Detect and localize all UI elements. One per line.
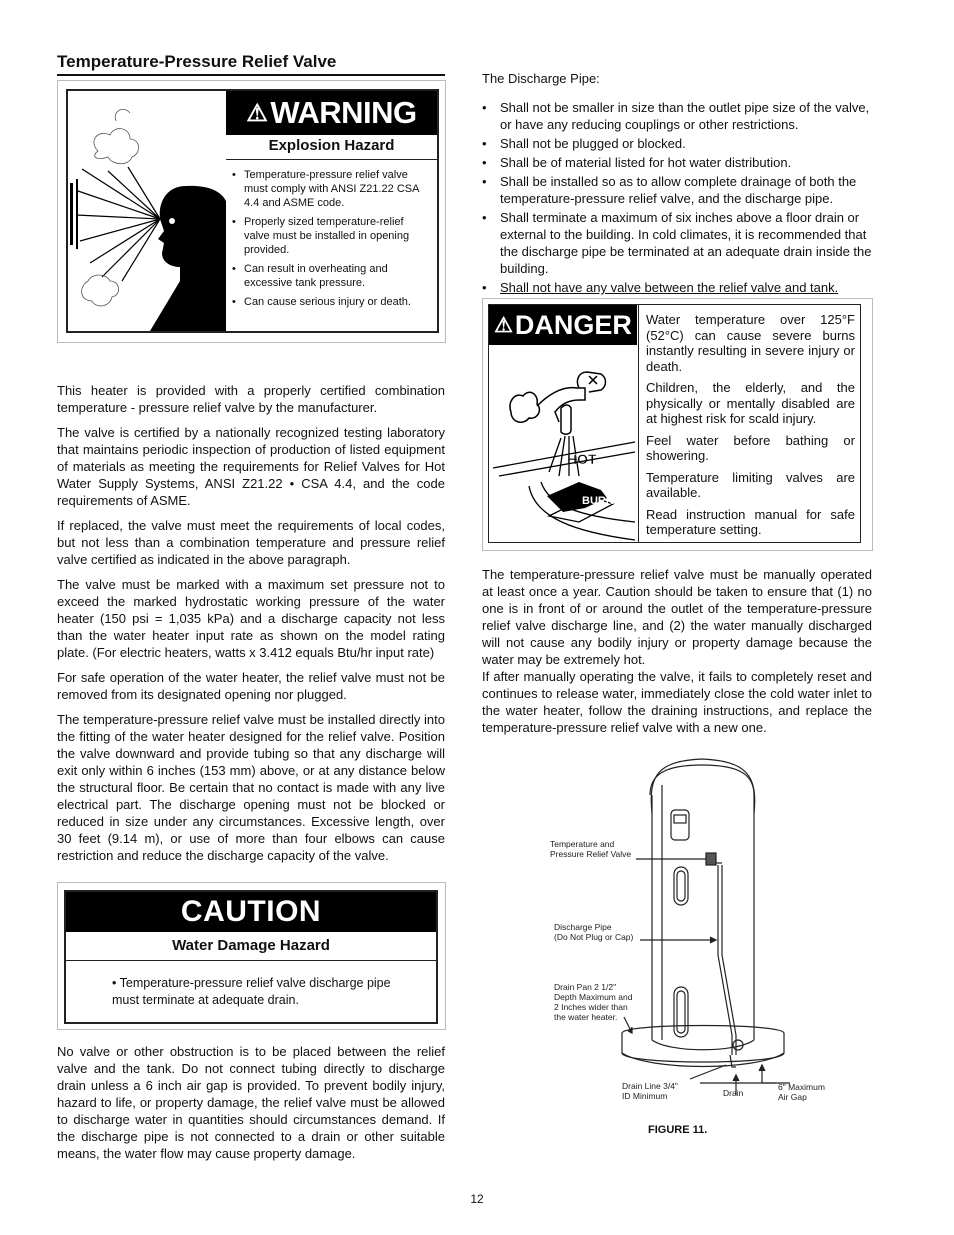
label-drain-pan-line: the water heater.	[554, 1012, 618, 1022]
discharge-pipe-item: • Shall not be plugged or blocked.	[482, 135, 872, 152]
paragraph: The temperature-pressure relief valve must be installed directly into the fitting of the water heater designed for the relief valve. Position the valve downward and provide tubing so that any discharge will exit only within 6 inches (153 mm) above, or at any distance below the structural floor. Be certain that no contact is made with any live electrical part. The discharge opening must not be blocked or reduced in size under any circumstances. Excessive length, over 30 feet (9.14 m), or use of more than four elbows can cause restriction and reduce the discharge capacity of the valve.	[57, 712, 445, 863]
caution-hazard-title: Water Damage Hazard	[172, 937, 330, 954]
danger-header	[489, 305, 637, 345]
warning-triangle-icon: ⚠	[494, 313, 513, 337]
label-tp-valve-line: Pressure Relief Valve	[550, 849, 632, 859]
paragraph: The temperature-pressure relief valve must be manually operated at least once a year. Caution should be taken to ensure that (1) no one is in front of or around the outlet of the temperature-pressure relief valve discharge line, and (2) the water manually discharged will not cause any bodily injury or property damage because the water may be extremely hot.	[482, 567, 872, 667]
label-drain-line	[622, 1081, 678, 1101]
danger-line: Children, the elderly, and the physically or mentally disabled are at highest risk for scald injury.	[646, 380, 855, 426]
discharge-pipe-heading: The Discharge Pipe:	[482, 71, 600, 86]
caution-signal-word: CAUTION	[180, 895, 322, 928]
warning-item: • Can cause serious injury or death.	[232, 295, 428, 309]
danger-text	[646, 312, 855, 538]
danger-burn-label: BURN	[582, 495, 614, 507]
label-drain-pan-line: 2 Inches wider than	[554, 1002, 628, 1012]
section-title: Temperature-Pressure Relief Valve	[57, 52, 337, 71]
label-drain-pan-line: Depth Maximum and	[554, 992, 633, 1002]
label-drain-line-line: Drain Line 3/4"	[622, 1081, 678, 1091]
warning-hazard-rule	[226, 159, 437, 160]
discharge-pipe-item: • Shall not be smaller in size than the outlet pipe size of the valve, or have any reducing couplings or other restrictions.	[482, 99, 872, 133]
caution-hazard-rule	[66, 960, 436, 961]
figure-caption: FIGURE 11.	[648, 1124, 708, 1136]
danger-signal-word: DANGER	[514, 309, 632, 340]
label-air-gap-line: 6" Maximum	[778, 1082, 825, 1092]
left-body	[57, 382, 445, 864]
discharge-pipe-item: • Shall terminate a maximum of six inches above a floor drain or external to the building. In cold climates, it is recommended that the discharge pipe be terminated at an adequate drain inside the building.	[482, 209, 872, 277]
label-drain-pan-line: Drain Pan 2 1/2"	[554, 982, 617, 992]
warning-item: • Can result in overheating and excessive tank pressure.	[232, 262, 428, 290]
warning-item: • Properly sized temperature-relief valve must be installed in opening provided.	[232, 215, 428, 257]
label-discharge-pipe-line: (Do Not Plug or Cap)	[554, 932, 634, 942]
right-body	[482, 566, 872, 736]
caution-item-text: Temperature-pressure relief valve discharge pipe must terminate at adequate drain.	[112, 976, 391, 1007]
caution-header	[66, 892, 436, 932]
warning-item: • Temperature-pressure relief valve must comply with ANSI Z21.22 CSA 4.4 and ASME code.	[232, 168, 428, 210]
danger-line: Read instruction manual for safe temperature setting.	[646, 506, 855, 537]
danger-line: Feel water before bathing or showering.	[646, 432, 855, 463]
label-drain-line-line: ID Minimum	[622, 1091, 668, 1101]
scald-hazard-icon	[489, 346, 637, 542]
label-air-gap	[778, 1082, 825, 1102]
label-drain: Drain	[723, 1088, 744, 1098]
left-bottom-paragraph: No valve or other obstruction is to be placed between the relief valve and the tank. Do not connect tubing directly to discharge drain unless a 6 inch air gap is provided. To prevent bodily injury, hazard to life, or property damage, the relief valve must be allowed to discharge water in quantities should circumstances demand. If the discharge pipe is not connected to a drain or other suitable means, the water flow may cause property damage.	[57, 1044, 445, 1161]
label-tp-valve-line: Temperature and	[550, 839, 615, 849]
danger-hot-label: HOT	[567, 451, 597, 467]
paragraph: If replaced, the valve must meet the requirements of local codes, but not less than a combination temperature and pressure relief valve certified as indicated in the above paragraph.	[57, 518, 445, 567]
danger-line: Temperature limiting valves are available.	[646, 469, 855, 500]
label-drain-pan	[554, 982, 632, 1022]
bullet: •	[112, 976, 120, 990]
caution-item	[112, 975, 402, 1009]
danger-divider	[638, 305, 639, 542]
warning-hazard-title: Explosion Hazard	[268, 137, 395, 154]
explosion-hazard-icon	[68, 91, 226, 331]
paragraph: This heater is provided with a properly certified combination temperature - pressure relief valve by the manufacturer.	[57, 383, 445, 415]
discharge-pipe-item: • Shall be installed so as to allow complete drainage of both the temperature-pressure relief valve, and the discharge pipe.	[482, 173, 872, 207]
section-title-rule	[57, 74, 445, 76]
warning-header	[226, 91, 437, 135]
danger-line: Water temperature over 125°F (52°C) can cause severe burns instantly resulting in severe injury or death.	[646, 312, 855, 374]
page-number: 12	[470, 1192, 484, 1206]
label-discharge-pipe	[554, 922, 633, 942]
paragraph: For safe operation of the water heater, the relief valve must not be removed from its designated opening nor plugged.	[57, 670, 445, 702]
warning-signal-word: WARNING	[270, 95, 417, 130]
warning-triangle-icon: ⚠	[246, 99, 268, 127]
discharge-pipe-item: • Shall not have any valve between the relief valve and tank.	[482, 279, 872, 296]
paragraph: The valve must be marked with a maximum set pressure not to exceed the marked hydrostatic working pressure of the water heater (150 psi = 1,035 kPa) and a discharge capacity not less than the water heater input rate as shown on the model rating plate. (For electric heaters, watts x 3.412 equals Btu/hr input rate)	[57, 577, 445, 660]
paragraph: If after manually operating the valve, it fails to completely reset and continues to release water, immediately close the cold water inlet to the water heater, follow the draining instructions, and replace the temperature-pressure relief valve with a new one.	[482, 669, 872, 735]
label-discharge-pipe-line: Discharge Pipe	[554, 922, 612, 932]
label-tp-valve	[550, 839, 631, 859]
discharge-pipe-item: • Shall be of material listed for hot water distribution.	[482, 154, 872, 171]
paragraph: The valve is certified by a nationally recognized testing laboratory that maintains periodic inspection of production of listed equipment of materials as meeting the requirements for Relief Valves for Hot Water Supply Systems, ANSI Z21.22 • CSA 4.4, and the code requirements of ASME.	[57, 425, 445, 508]
discharge-pipe-list	[482, 99, 872, 296]
label-air-gap-line: Air Gap	[778, 1092, 807, 1102]
warning-list	[232, 168, 428, 309]
